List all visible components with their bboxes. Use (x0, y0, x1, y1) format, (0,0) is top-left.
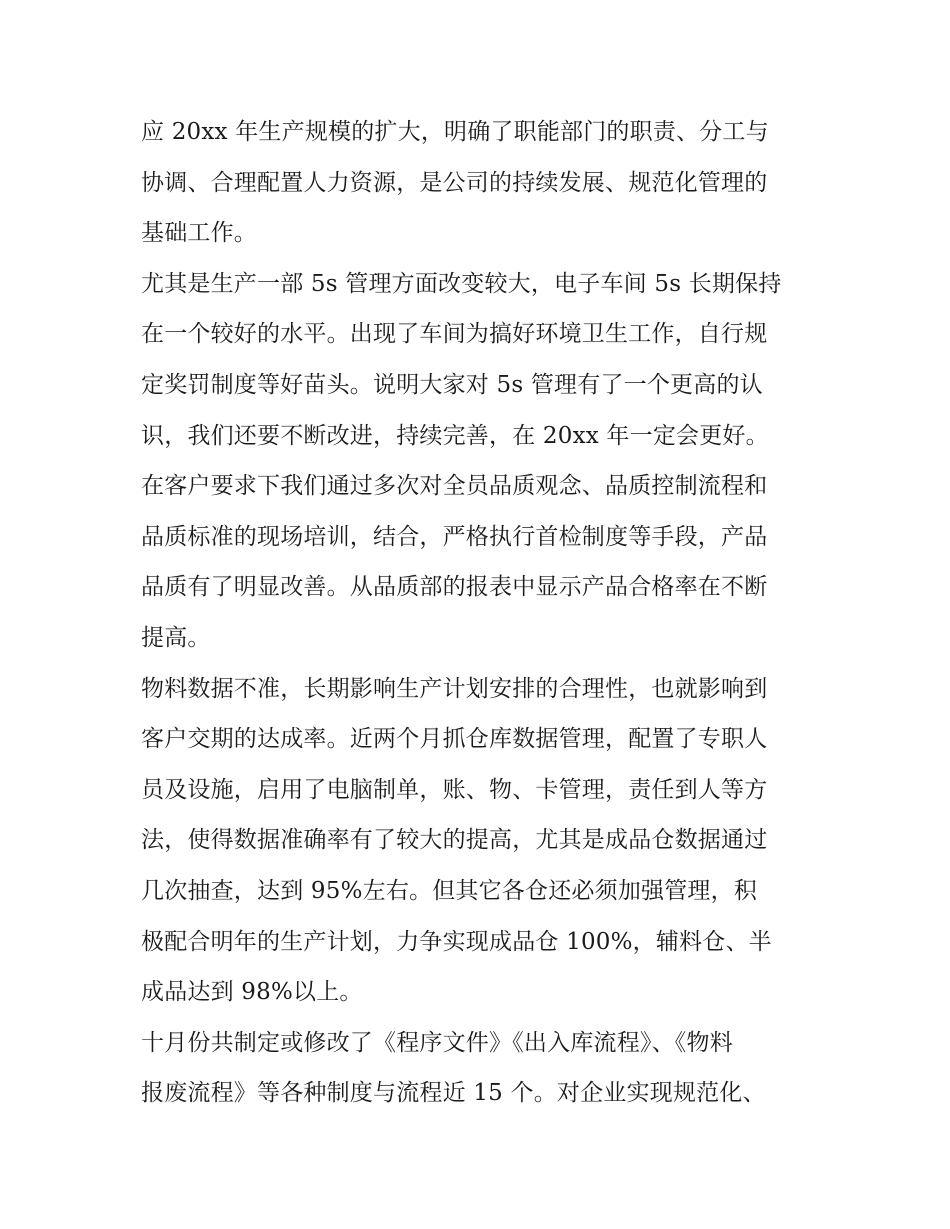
text-line: 尤其是生产一部 5s 管理方面改变较大，电子车间 5s 长期保持 (141, 270, 782, 297)
text-line: 成品达到 98%以上。 (141, 979, 363, 1006)
document-body (141, 107, 821, 1119)
text-line: 极配合明年的生产计划，力争实现成品仓 100%，辅料仓、半 (141, 928, 772, 955)
text-line: 在客户要求下我们通过多次对全员品质观念、品质控制流程和 (141, 473, 768, 500)
paragraph-quality-training (141, 461, 821, 663)
text-line: 品质标准的现场培训，结合，严格执行首检制度等手段，产品 (141, 523, 768, 550)
text-line: 十月份共制定或修改了《程序文件》《出入库流程》、《物料 (141, 1029, 733, 1056)
paragraph-material-data (141, 664, 821, 1018)
text-line: 提高。 (141, 624, 211, 651)
paragraph-scale-expansion (141, 107, 821, 259)
text-line: 应 20xx 年生产规模的扩大，明确了职能部门的职责、分工与 (141, 119, 769, 145)
text-line: 报废流程》等各种制度与流程近 15 个。对企业实现规范化、 (141, 1080, 766, 1107)
text-line: 基础工作。 (141, 220, 257, 247)
text-line: 协调、合理配置人力资源，是公司的持续发展、规范化管理的 (141, 169, 768, 196)
text-line: 员及设施，启用了电脑制单，账、物、卡管理，责任到人等方 (141, 776, 768, 803)
text-line: 品质有了明显改善。从品质部的报表中显示产品合格率在不断 (141, 574, 768, 601)
text-line: 客户交期的达成率。近两个月抓仓库数据管理，配置了专职人 (141, 726, 768, 753)
paragraph-5s-management (141, 259, 821, 461)
text-line: 法，使得数据准确率有了较大的提高，尤其是成品仓数据通过 (141, 827, 768, 854)
text-line: 在一个较好的水平。出现了车间为搞好环境卫生工作，自行规 (141, 321, 768, 348)
text-line: 定奖罚制度等好苗头。说明大家对 5s 管理有了一个更高的认 (141, 371, 763, 398)
text-line: 物料数据不准，长期影响生产计划安排的合理性，也就影响到 (141, 675, 768, 702)
text-line: 识，我们还要不断改进，持续完善，在 20xx 年一定会更好。 (141, 422, 769, 449)
paragraph-process-documents (141, 1018, 821, 1119)
text-line: 几次抽查，达到 95%左右。但其它各仓还必须加强管理，积 (141, 877, 758, 904)
